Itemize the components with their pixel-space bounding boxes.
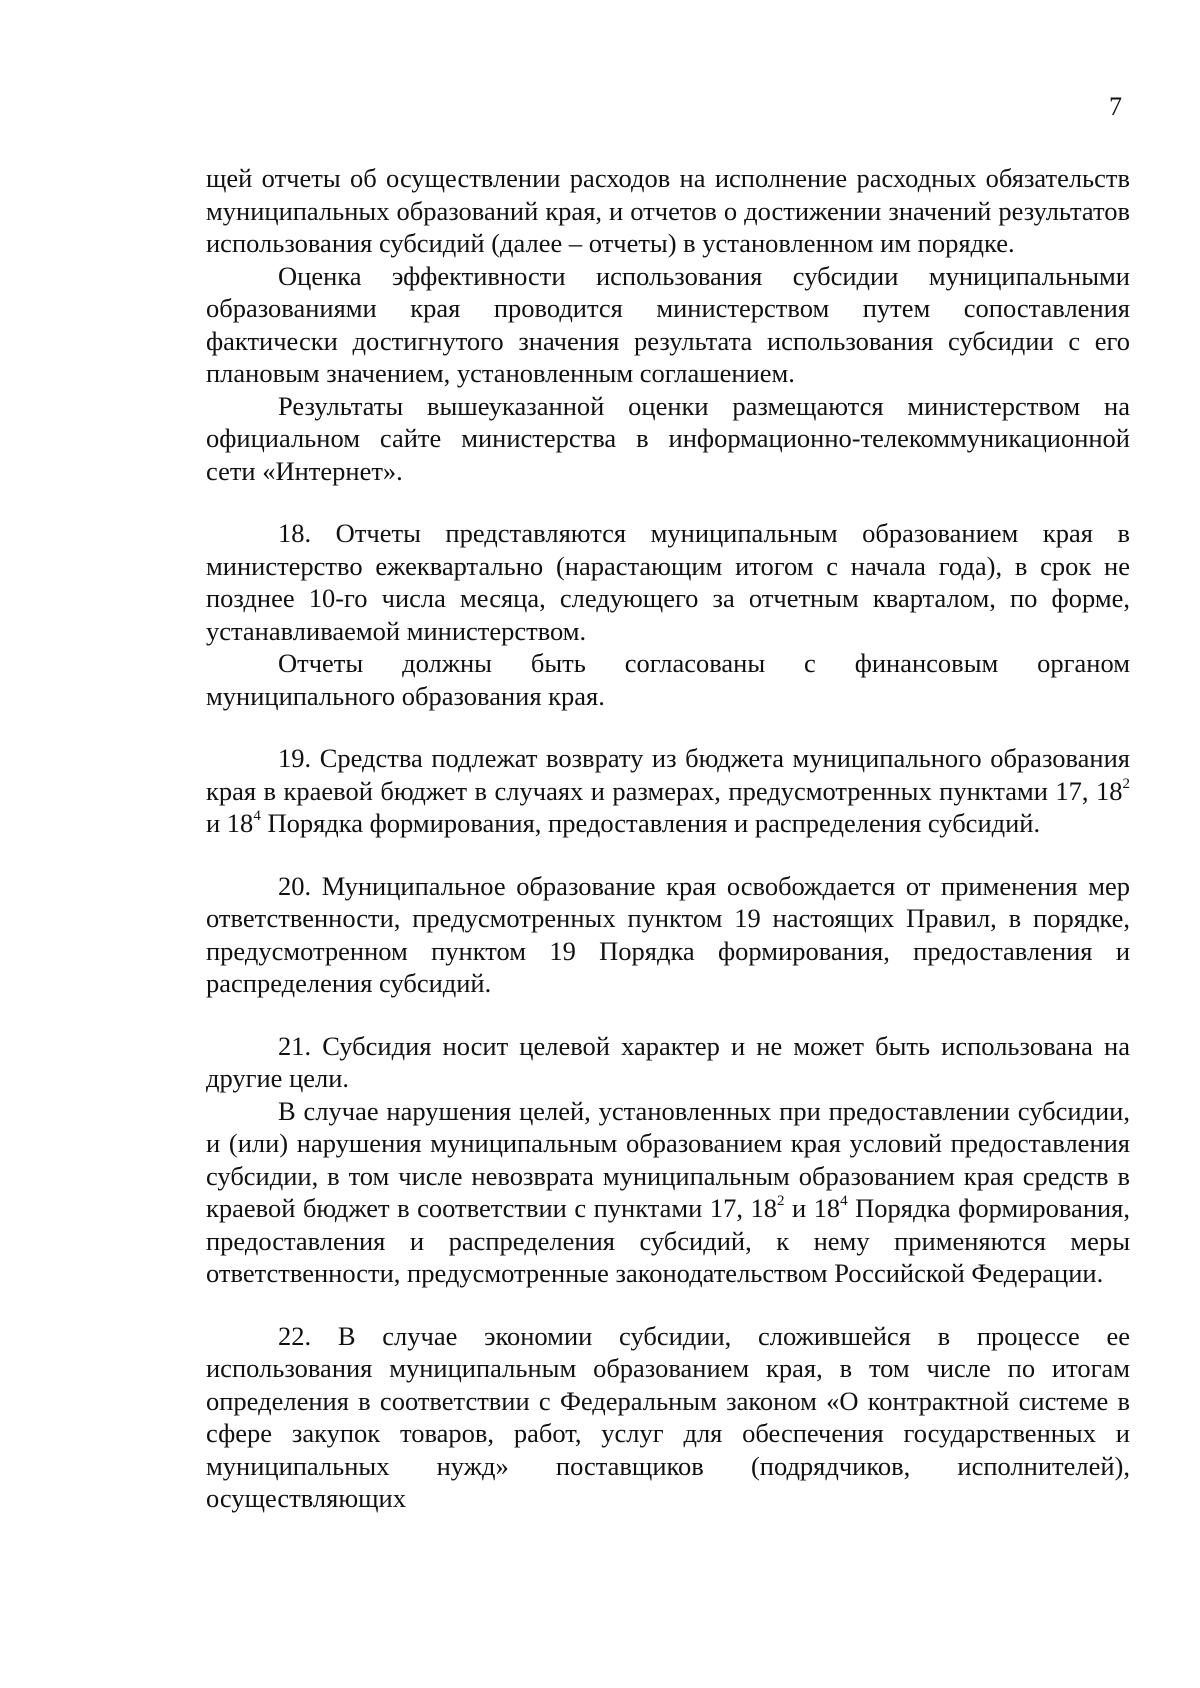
paragraph-effectiveness-evaluation: Оценка эффективности использования субсидии муниципальными образованиями края проводится министерством путем сопоставления фактически достигнутого значения результата использования субсидии с его плановым значением, установленным соглашением. [206,260,1130,388]
paragraph-21-text-a: В случае нарушения целей, установленных при предоставлении субсидии, и (или) нарушения муниципальным образованием края условий предоставления субсидии, в том числе невозврата муниципальным образованием края средств в краевой бюджет в соответствии с пунктами 17, 18 [206,1095,1130,1223]
paragraph-19-text-a: 19. Средства подлежат возврату из бюджета муниципального образования края в краевой бюджет в случаях и размерах, предусмотренных пунктами 17, 18 [206,743,1130,806]
paragraph-20-exemption: 20. Муниципальное образование края освобождается от применения мер ответственности, предусмотренных пунктом 19 настоящих Правил, в порядке, предусмотренном пунктом 19 Порядка формирования, предоставления и распределения субсидий. [206,870,1130,998]
paragraph-18-approval: Отчеты должны быть согласованы с финансовым органом муниципального образования края. [206,648,1130,711]
paragraph-19-text-c: Порядка формирования, предоставления и распределения субсидий. [260,808,1041,838]
paragraph-19-text-b: и 18 [206,808,254,838]
document-body [206,162,1130,1515]
paragraph-21-text-c: Порядка формирования, предоставления и распределения субсидий, к нему применяются меры ответственности, предусмотренные законодательством Российской Федерации. [206,1193,1130,1288]
section-21 [206,1030,1130,1290]
paragraph-18-reports: 18. Отчеты представляются муниципальным образованием края в министерство ежеквартально (нарастающим итогом с начала года), в срок не позднее 10-го числа месяца, следующего за отчетным кварталом, по форме, устанавливаемой министерством. [206,518,1130,646]
superscript-2: 2 [776,1193,785,1209]
section-19 [206,742,1130,840]
paragraph-continuation: щей отчеты об осуществлении расходов на исполнение расходных обязательств муниципальных образований края, и отчетов о достижении значений результатов использования субсидий (далее – отчеты) в установленном им порядке. [206,163,1130,258]
paragraph-22-savings: 22. В случае экономии субсидии, сложившейся в процессе ее использования муниципальным образованием края, в том числе по итогам определения в соответствии с Федеральным законом «О контрактной системе в сфере закупок товаров, работ, услуг для обеспечения государственных и муниципальных нужд» поставщиков (подрядчиков, исполнителей), осуществляющих [206,1320,1130,1513]
section-18 [206,517,1130,712]
paragraph-19-refund [206,742,1130,840]
superscript-4: 4 [840,1193,848,1209]
superscript-4: 4 [253,808,261,824]
section-20 [206,870,1130,1000]
paragraph-21-violations [206,1095,1130,1290]
superscript-2: 2 [1122,775,1130,792]
paragraph-evaluation-publication: Результаты вышеуказанной оценки размещаются министерством на официальном сайте министерства в информационно-телекоммуникационной сети «Интернет». [206,390,1130,486]
paragraph-21-text-b: и 18 [784,1193,841,1223]
page-number: 7 [1109,92,1122,121]
section-22 [206,1320,1130,1515]
paragraph-21-purpose: 21. Субсидия носит целевой характер и не может быть использована на другие цели. [206,1030,1130,1093]
